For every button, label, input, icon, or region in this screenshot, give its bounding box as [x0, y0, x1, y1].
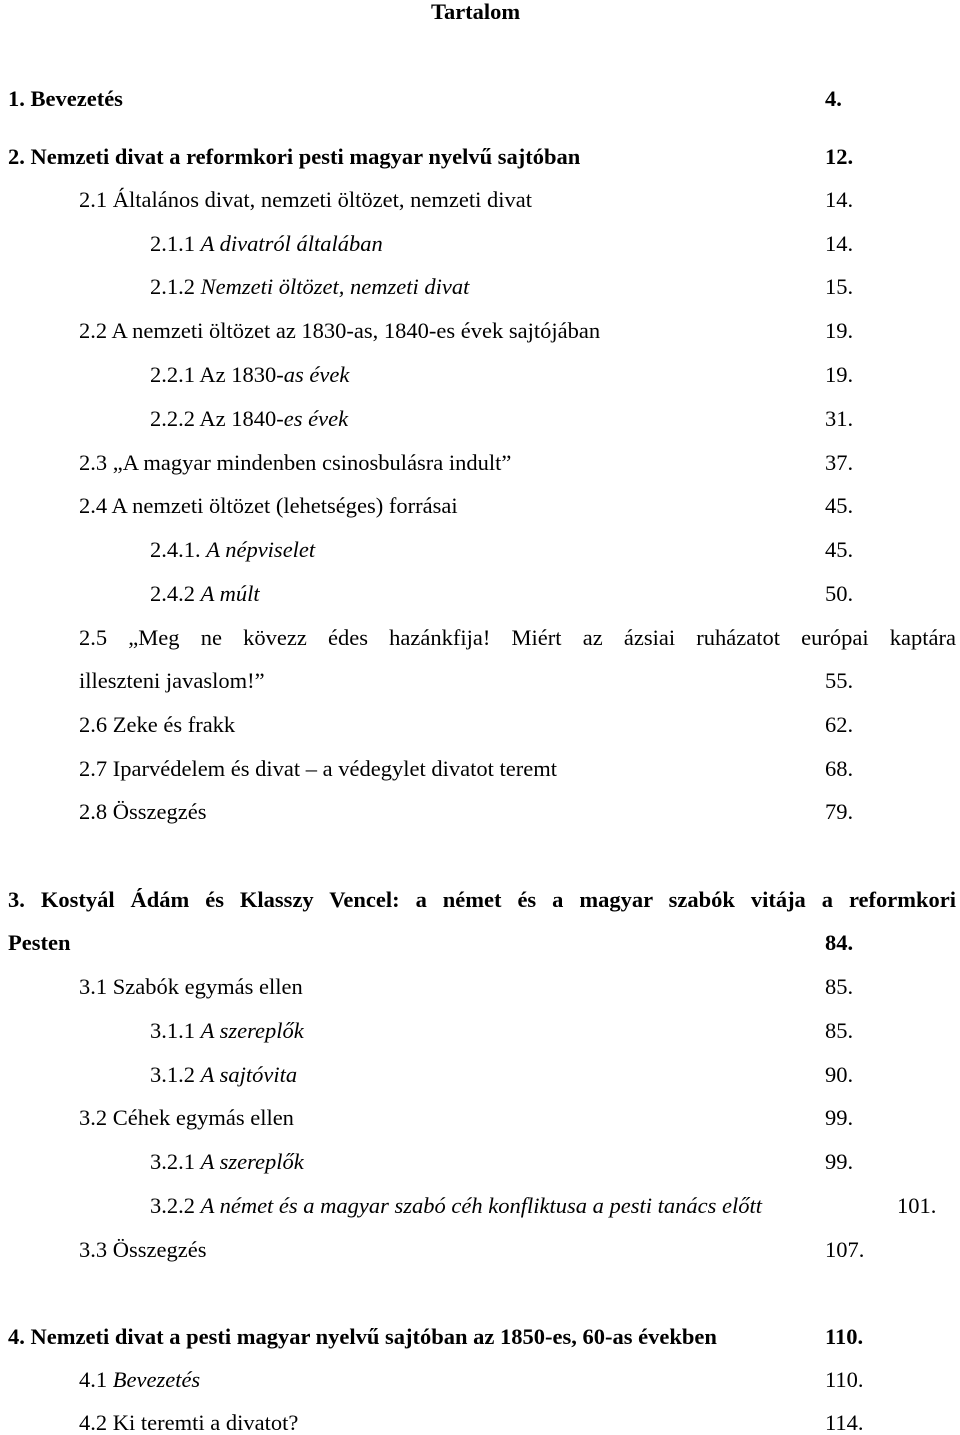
- toc-entry-2-2-2: [150, 408, 348, 431]
- toc-entry-title: A divatról általában: [200, 231, 383, 256]
- toc-entry-3-line1: 3. Kostyál Ádám és Klasszy Vencel: a német és a magyar szabók vitája a reformkori: [8, 887, 956, 912]
- toc-entry-2-2-page: 19.: [825, 318, 854, 343]
- toc-entry-3-2-title: 3.2 Céhek egymás ellen: [79, 1105, 294, 1130]
- toc-entry-3-line2: Pesten: [8, 930, 71, 955]
- toc-entry-2-4-2-page: 50.: [825, 581, 854, 606]
- toc-entry-2-1-1-page: 14.: [825, 231, 854, 256]
- toc-entry-2-8-title: 2.8 Összegzés: [79, 799, 207, 824]
- toc-entry-2-5-page: 55.: [825, 668, 854, 693]
- toc-entry-2-2-1: [150, 364, 349, 387]
- toc-entry-title: A népviselet: [206, 537, 316, 562]
- toc-entry-2-5-line2: illeszteni javaslom!”: [79, 668, 265, 693]
- page-title: Tartalom: [431, 0, 521, 24]
- toc-entry-title: es évek: [283, 406, 349, 431]
- toc-entry-2-1-page: 14.: [825, 187, 854, 212]
- toc-entry-number: 2.4.2: [150, 581, 195, 606]
- toc-entry-title: Nemzeti öltözet, nemzeti divat: [200, 274, 470, 299]
- toc-entry-title: Bevezetés: [112, 1367, 201, 1392]
- toc-entry-2-5-line1: 2.5 „Meg ne kövezz édes hazánkfija! Miért az ázsiai ruházatot európai kaptára: [79, 625, 956, 650]
- toc-entry-number: 4.1: [79, 1367, 108, 1392]
- toc-entry-3-1-title: 3.1 Szabók egymás ellen: [79, 974, 303, 999]
- toc-entry-3-1-1-page: 85.: [825, 1018, 854, 1043]
- toc-entry-number: 3.2.1: [150, 1149, 195, 1174]
- toc-entry-title: A német és a magyar szabó céh konfliktusa a pesti tanács előtt: [200, 1193, 762, 1218]
- toc-entry-2-8-page: 79.: [825, 799, 854, 824]
- toc-entry-2-1-1: [150, 233, 383, 256]
- toc-entry-2-4-1: [150, 539, 315, 562]
- toc-entry-2-4-2: [150, 583, 260, 606]
- toc-entry-2-1-title: 2.1 Általános divat, nemzeti öltözet, nemzeti divat: [79, 187, 532, 212]
- toc-entry-2-6-page: 62.: [825, 712, 854, 737]
- toc-entry-title: A szereplők: [200, 1149, 304, 1174]
- toc-entry-2-4-title: 2.4 A nemzeti öltözet (lehetséges) forrásai: [79, 493, 458, 518]
- toc-entry-title: A sajtóvita: [200, 1062, 298, 1087]
- toc-entry-2-2-1-page: 19.: [825, 362, 854, 387]
- toc-entry-2-7-page: 68.: [825, 756, 854, 781]
- toc-entry-2-page: 12.: [825, 144, 854, 169]
- toc-entry-3-1-2: [150, 1064, 297, 1087]
- toc-entry-2-2-title: 2.2 A nemzeti öltözet az 1830-as, 1840-es évek sajtójában: [79, 318, 601, 343]
- toc-entry-2-4-page: 45.: [825, 493, 854, 518]
- toc-entry-number: 2.1.2: [150, 274, 195, 299]
- toc-entry-number: 2.4.1.: [150, 537, 201, 562]
- toc-entry-number: 2.2.1 Az 1830-: [150, 362, 284, 387]
- toc-entry-3-2-2: [150, 1195, 762, 1218]
- toc-entry-3-1-2-page: 90.: [825, 1062, 854, 1087]
- toc-entry-2-4-1-page: 45.: [825, 537, 854, 562]
- toc-entry-2-7-title: 2.7 Iparvédelem és divat – a védegylet divatot teremt: [79, 756, 557, 781]
- toc-entry-number: 2.2.2 Az 1840-: [150, 406, 284, 431]
- toc-entry-3-page: 84.: [825, 930, 854, 955]
- toc-entry-3-3-page: 107.: [825, 1237, 865, 1262]
- toc-entry-3-2-1-page: 99.: [825, 1149, 854, 1174]
- toc-entry-2-2-2-page: 31.: [825, 406, 854, 431]
- toc-entry-3-1-page: 85.: [825, 974, 854, 999]
- toc-entry-title: A múlt: [200, 581, 260, 606]
- toc-entry-title: as évek: [283, 362, 350, 387]
- toc-entry-3-2-1: [150, 1151, 304, 1174]
- toc-entry-4-page: 110.: [825, 1324, 864, 1349]
- toc-entry-2-3-page: 37.: [825, 450, 854, 475]
- toc-entry-3-2-2-page: 101.: [897, 1193, 937, 1218]
- toc-entry-1-page: 4.: [825, 86, 842, 111]
- toc-entry-title: A szereplők: [200, 1018, 304, 1043]
- toc-entry-2-1-2: [150, 276, 469, 299]
- toc-entry-number: 3.1.1: [150, 1018, 195, 1043]
- toc-entry-2-6-title: 2.6 Zeke és frakk: [79, 712, 236, 737]
- toc-entry-2-title: 2. Nemzeti divat a reformkori pesti magyar nyelvű sajtóban: [8, 144, 581, 169]
- toc-entry-number: 3.1.2: [150, 1062, 195, 1087]
- toc-entry-1-title: 1. Bevezetés: [8, 86, 123, 111]
- toc-entry-3-2-page: 99.: [825, 1105, 854, 1130]
- toc-entry-4-1-page: 110.: [825, 1367, 864, 1392]
- toc-entry-4-2-title: 4.2 Ki teremti a divatot?: [79, 1410, 299, 1435]
- toc-entry-2-1-2-page: 15.: [825, 274, 854, 299]
- toc-entry-3-1-1: [150, 1020, 304, 1043]
- toc-entry-number: 3.2.2: [150, 1193, 195, 1218]
- toc-entry-4-title: 4. Nemzeti divat a pesti magyar nyelvű sajtóban az 1850-es, 60-as években: [8, 1324, 717, 1349]
- toc-entry-number: 2.1.1: [150, 231, 195, 256]
- toc-entry-4-1: [79, 1369, 200, 1392]
- toc-entry-4-2-page: 114.: [825, 1410, 864, 1435]
- toc-entry-3-3-title: 3.3 Összegzés: [79, 1237, 207, 1262]
- toc-entry-2-3-title: 2.3 „A magyar mindenben csinosbulásra indult”: [79, 450, 512, 475]
